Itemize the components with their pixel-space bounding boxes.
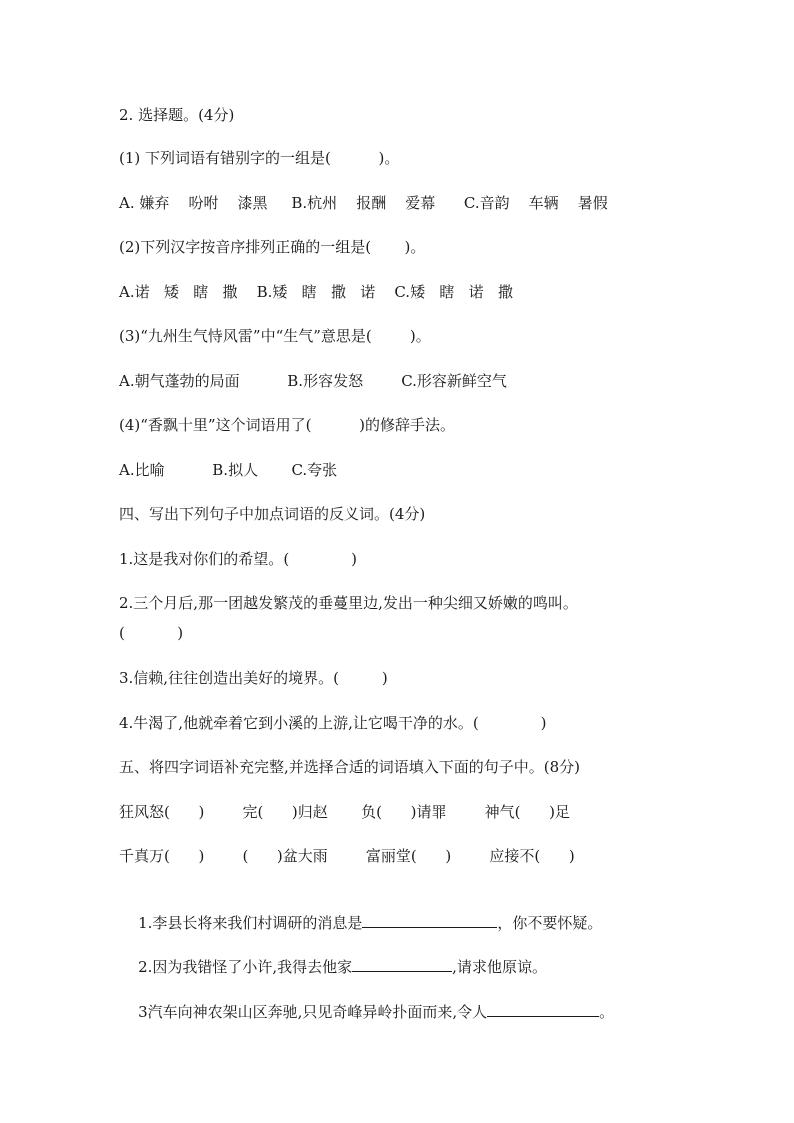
question-4-options: A.比喻 B.拟人 C.夸张: [119, 461, 338, 479]
question-4: (4)“香飘十里”这个词语用了( )的修辞手法。: [119, 416, 455, 434]
idiom-row-1: 狂风怒( ) 完( )归赵 负( )请罪 神气( )足: [119, 803, 570, 821]
fill-sentence-3-blank[interactable]: [487, 1000, 599, 1017]
section-idiom-heading: 五、将四字词语补充完整,并选择合适的词语填入下面的句子中。(8分): [119, 758, 581, 776]
fill-sentence-2-blank[interactable]: [352, 955, 452, 972]
fill-sentence-1-blank[interactable]: [362, 911, 497, 928]
question-1: (1) 下列词语有错别字的一组是( )。: [119, 149, 400, 167]
section-antonym-heading: 四、写出下列句子中加点词语的反义词。(4分): [119, 505, 426, 523]
antonym-item-4: 4.牛渴了,他就牵着它到小溪的上游,让它喝干净的水。( ): [119, 714, 547, 732]
fill-sentence-3: [119, 980, 614, 1042]
question-1-options: A. 嫌弃 吩咐 漆黑 B.杭州 报酬 爱幕 C.音韵 车辆 暑假: [119, 194, 608, 212]
antonym-item-2: 2.三个月后,那一团越发繁茂的垂蔓里边,发出一种尖细又娇嫩的鸣叫。: [119, 594, 578, 612]
fill-sentence-3-text: 3汽车向神农架山区奔驰,只见奇峰异岭扑面而来,令人: [138, 1003, 488, 1021]
antonym-item-2-blank: ( ): [119, 624, 184, 642]
question-3: (3)“九州生气恃风雷”中“生气”意思是( )。: [119, 327, 431, 345]
section-choice-heading: 2. 选择题。(4分): [119, 106, 235, 124]
question-2: (2)下列汉字按音序排列正确的一组是( )。: [119, 238, 426, 256]
fill-sentence-1-tail: ，你不要怀疑。: [497, 914, 603, 932]
question-3-options: A.朝气蓬勃的局面 B.形容发怒 C.形容新鲜空气: [119, 372, 507, 390]
question-2-options: A.诺 矮 瞎 撒 B.矮 瞎 撒 诺 C.矮 瞎 诺 撒: [119, 283, 513, 301]
antonym-item-3: 3.信赖,往往创造出美好的境界。( ): [119, 669, 388, 687]
antonym-item-1: 1.这是我对你们的希望。( ): [119, 550, 358, 568]
fill-sentence-3-tail: 。: [599, 1003, 615, 1021]
fill-sentence-1-text: 1.李县长将来我们村调研的消息是: [138, 914, 363, 932]
idiom-row-2: 千真万( ) ( )盆大雨 富丽堂( ) 应接不( ): [119, 847, 575, 865]
fill-sentence-2-text: 2.因为我错怪了小许,我得去他家: [138, 958, 353, 976]
fill-sentence-2-tail: ,请求他原谅。: [452, 958, 547, 976]
